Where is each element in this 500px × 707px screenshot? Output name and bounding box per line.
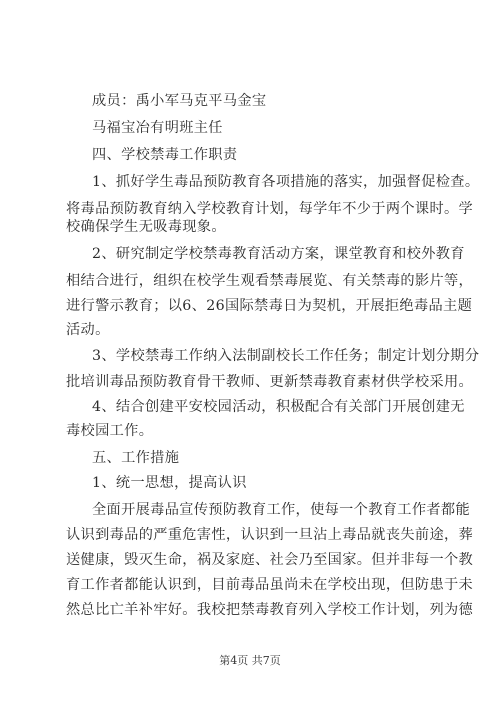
- text-line: 相结合进行，组织在校学生观看禁毒展览、有关禁毒的影片等，: [66, 273, 474, 289]
- text-line: 认识到毒品的严重危害性，认识到一旦沾上毒品就丧失前途，葬: [66, 527, 474, 543]
- text-line: 然总比亡羊补牢好。我校把禁毒教育列入学校工作计划，列为德: [66, 602, 474, 618]
- text-line: 成员：禹小军马克平马金宝: [92, 93, 267, 109]
- text-line: 活动。: [66, 322, 110, 338]
- text-line: 2、研究制定学校禁毒教育活动方案，课堂教育和校外教育: [92, 246, 465, 262]
- text-line: 3、学校禁毒工作纳入法制副校长工作任务；制定计划分期分: [92, 348, 480, 364]
- section-heading: 五、工作措施: [92, 450, 180, 466]
- text-line: 将毒品预防教育纳入学校教育计划，每学年不少于两个课时。学: [66, 201, 474, 217]
- page-number: 第4页 共7页: [219, 654, 281, 667]
- text-line: 毒校园工作。: [66, 423, 154, 439]
- text-line: 1、抓好学生毒品预防教育各项措施的落实，加强督促检查。: [92, 174, 480, 190]
- text-line: 全面开展毒品宣传预防教育工作，使每一个教育工作者都能: [92, 502, 470, 518]
- text-line: 1、统一思想，提高认识: [92, 475, 247, 491]
- text-line: 4、结合创建平安校园活动，积极配合有关部门开展创建无: [92, 399, 465, 415]
- text-line: 送健康，毁灭生命，祸及家庭、社会乃至国家。但并非每一个教: [66, 552, 474, 568]
- text-line: 进行警示教育；以6、26国际禁毒日为契机，开展拒绝毒品主题: [66, 298, 473, 314]
- section-heading: 四、学校禁毒工作职责: [92, 147, 238, 163]
- text-line: 马福宝冶有明班主任: [92, 120, 223, 136]
- text-line: 批培训毒品预防教育骨干教师、更新禁毒教育素材供学校采用。: [66, 374, 474, 390]
- text-line: 校确保学生无吸毒现象。: [66, 219, 226, 235]
- text-line: 育工作者都能认识到，目前毒品虽尚未在学校出现，但防患于未: [66, 577, 474, 593]
